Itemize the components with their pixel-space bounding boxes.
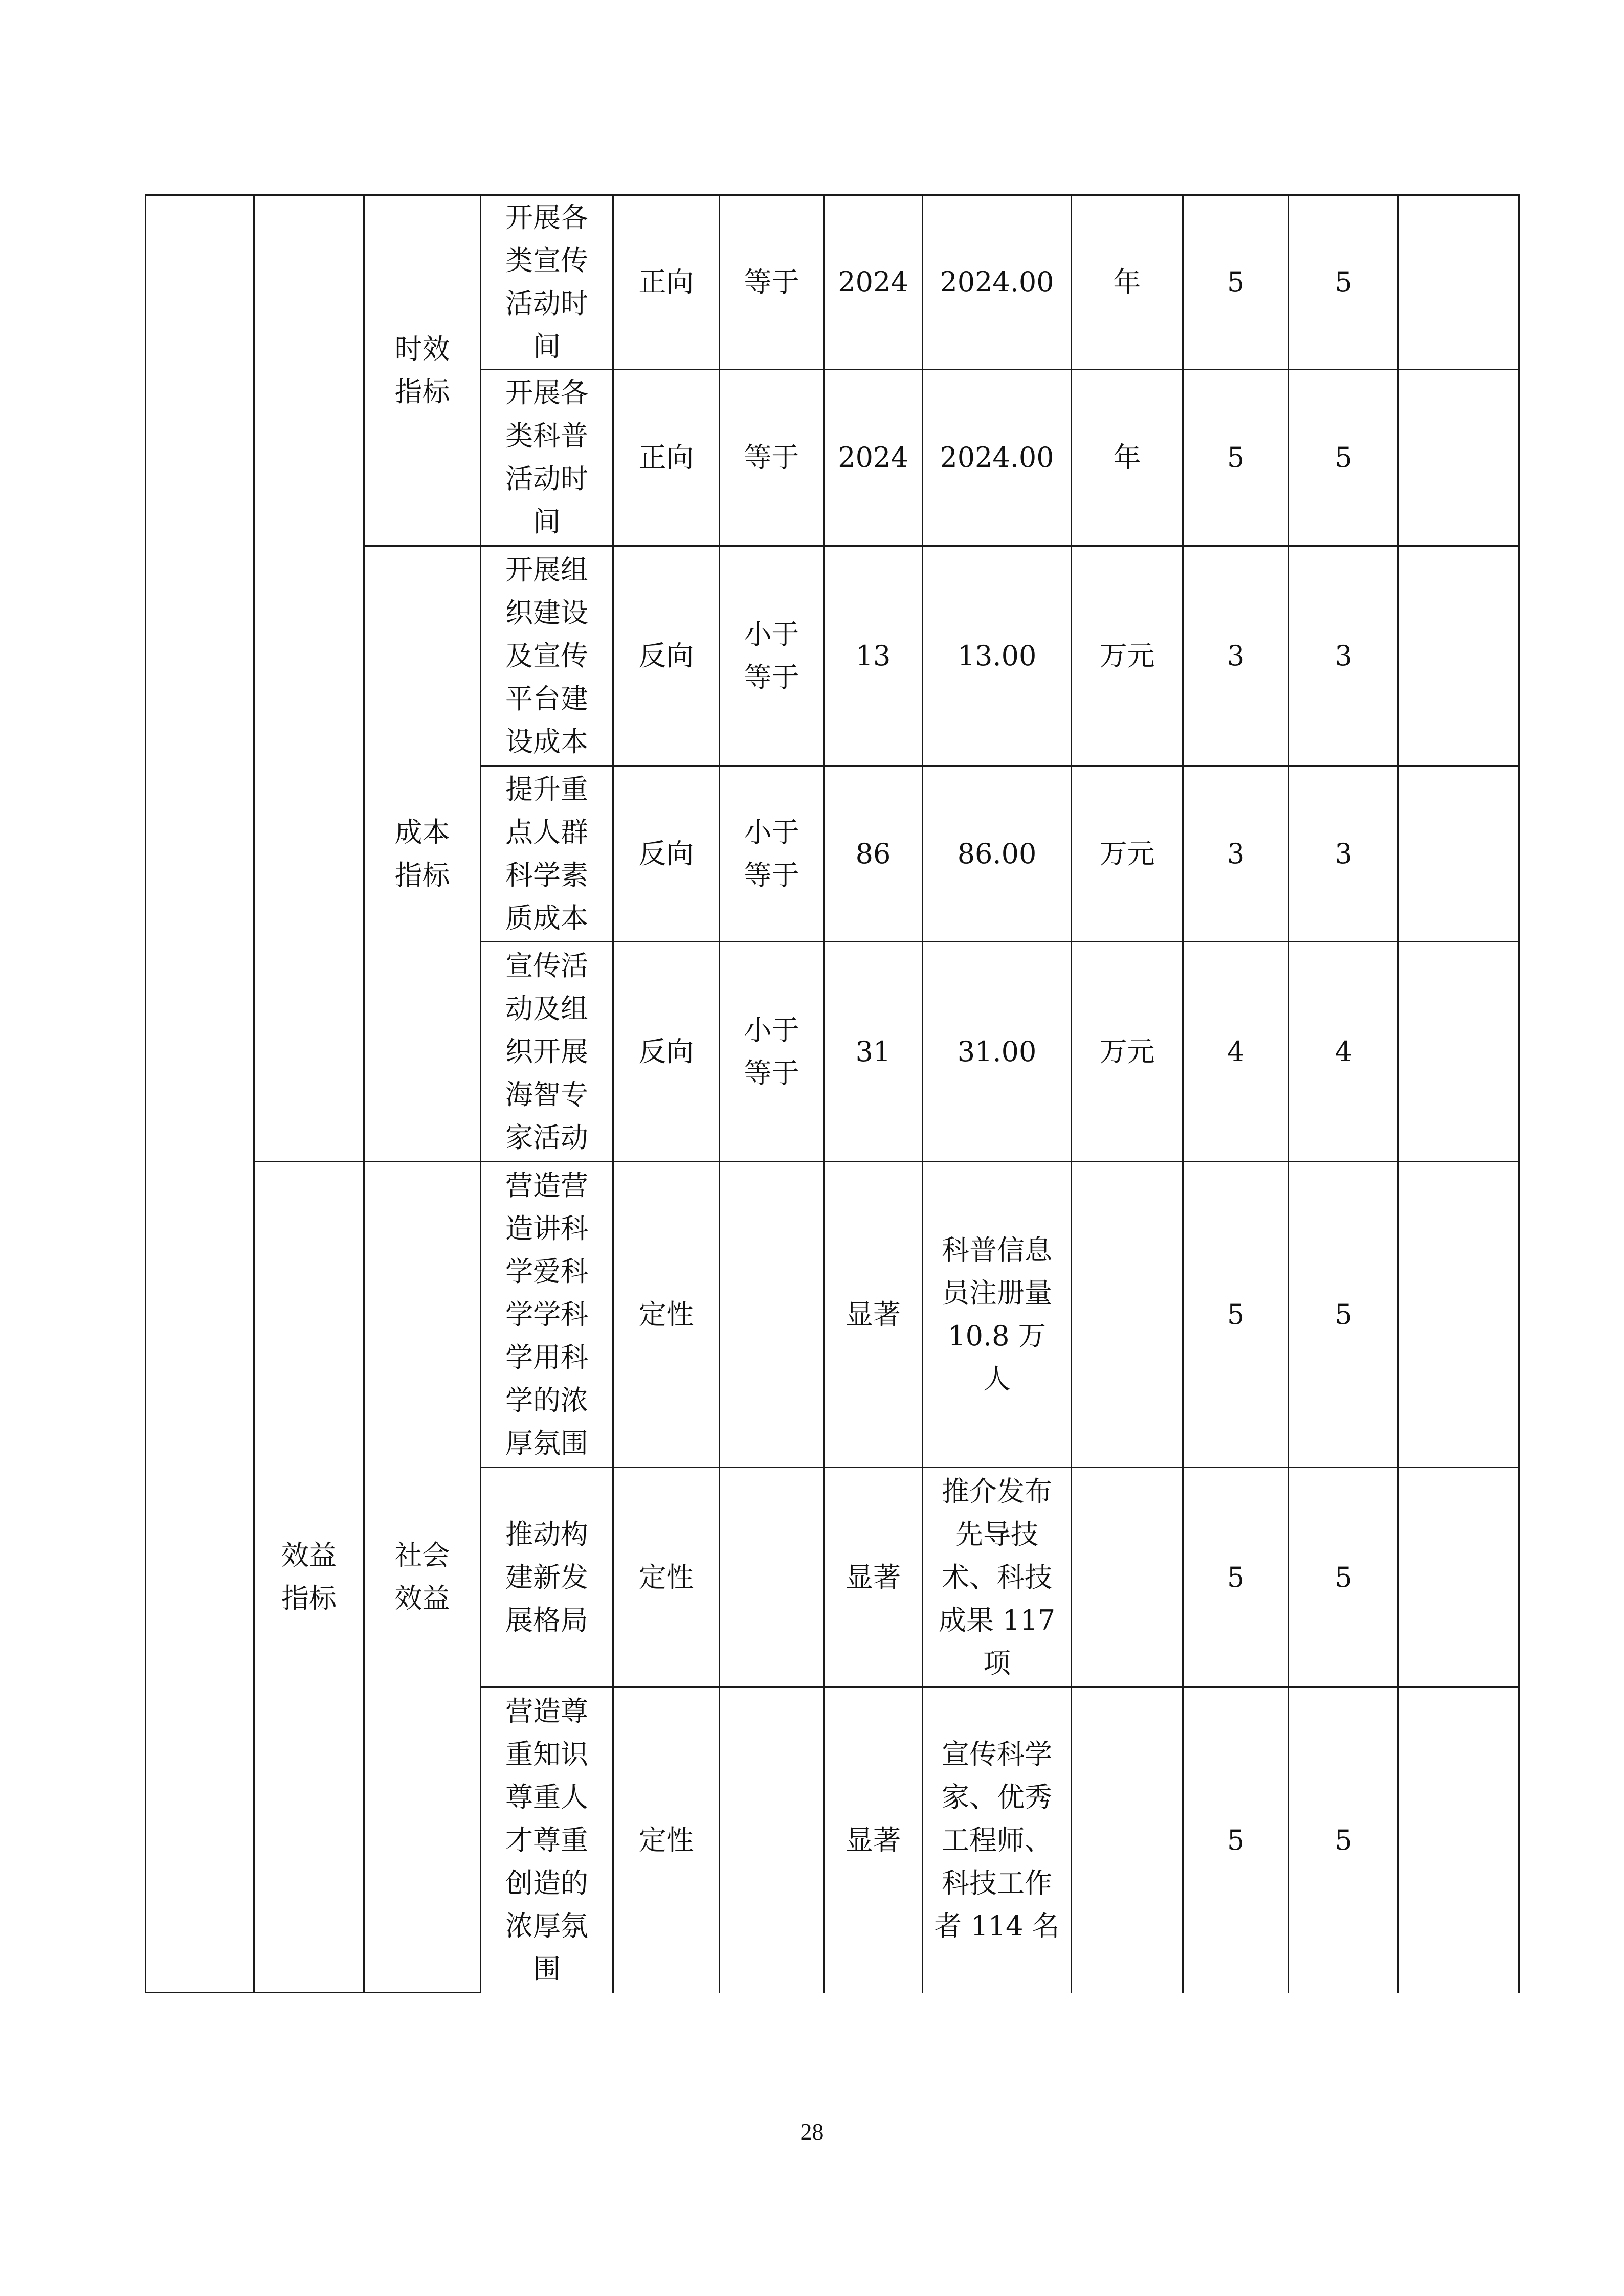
indicator-name-cell: 开展组 织建设 及宣传 平台建 设成本 — [481, 546, 613, 766]
operator-cell: 等于 — [720, 195, 824, 370]
secondary-indicator-cell — [254, 195, 364, 1162]
actual-value-cell: 13.00 — [923, 546, 1072, 766]
target-value-cell: 显著 — [824, 1162, 923, 1468]
direction-cell: 正向 — [613, 195, 720, 370]
unit-cell: 万元 — [1072, 942, 1183, 1162]
remark-cell — [1398, 546, 1519, 766]
direction-cell: 定性 — [613, 1162, 720, 1468]
actual-value-cell: 31.00 — [923, 942, 1072, 1162]
score-cell: 5 — [1289, 1687, 1398, 1993]
unit-cell — [1072, 1687, 1183, 1993]
score-cell: 5 — [1289, 1162, 1398, 1468]
score-cell: 3 — [1289, 766, 1398, 942]
target-value-cell: 2024 — [824, 370, 923, 546]
weight-cell: 5 — [1183, 370, 1289, 546]
direction-cell: 反向 — [613, 546, 720, 766]
weight-cell: 3 — [1183, 766, 1289, 942]
remark-cell — [1398, 195, 1519, 370]
actual-value-cell: 科普信息 员注册量 10.8 万 人 — [923, 1162, 1072, 1468]
actual-value-cell: 宣传科学 家、优秀 工程师、 科技工作 者 114 名 — [923, 1687, 1072, 1993]
unit-cell — [1072, 1162, 1183, 1468]
tertiary-indicator-cell: 社会 效益 — [364, 1162, 481, 1993]
direction-cell: 正向 — [613, 370, 720, 546]
actual-value-cell: 2024.00 — [923, 370, 1072, 546]
remark-cell — [1398, 1468, 1519, 1687]
table-row — [146, 195, 1519, 370]
weight-cell: 3 — [1183, 546, 1289, 766]
target-value-cell: 86 — [824, 766, 923, 942]
page-number: 28 — [800, 2119, 824, 2145]
score-cell: 5 — [1289, 195, 1398, 370]
direction-cell: 定性 — [613, 1468, 720, 1687]
weight-cell: 5 — [1183, 195, 1289, 370]
score-cell: 5 — [1289, 370, 1398, 546]
indicator-name-cell: 营造营 造讲科 学爱科 学学科 学用科 学的浓 厚氛围 — [481, 1162, 613, 1468]
score-cell: 4 — [1289, 942, 1398, 1162]
primary-indicator-cell — [146, 195, 254, 1993]
target-value-cell: 13 — [824, 546, 923, 766]
operator-cell: 等于 — [720, 370, 824, 546]
score-cell: 3 — [1289, 546, 1398, 766]
remark-cell — [1398, 370, 1519, 546]
remark-cell — [1398, 1162, 1519, 1468]
actual-value-cell: 86.00 — [923, 766, 1072, 942]
remark-cell — [1398, 766, 1519, 942]
score-cell: 5 — [1289, 1468, 1398, 1687]
remark-cell — [1398, 1687, 1519, 1993]
remark-cell — [1398, 942, 1519, 1162]
target-value-cell: 31 — [824, 942, 923, 1162]
operator-cell — [720, 1162, 824, 1468]
indicator-name-cell: 营造尊 重知识 尊重人 才尊重 创造的 浓厚氛 围 — [481, 1687, 613, 1993]
operator-cell: 小于 等于 — [720, 766, 824, 942]
unit-cell: 年 — [1072, 370, 1183, 546]
direction-cell: 定性 — [613, 1687, 720, 1993]
weight-cell: 5 — [1183, 1687, 1289, 1993]
unit-cell: 年 — [1072, 195, 1183, 370]
weight-cell: 5 — [1183, 1162, 1289, 1468]
actual-value-cell: 2024.00 — [923, 195, 1072, 370]
target-value-cell: 显著 — [824, 1687, 923, 1993]
tertiary-indicator-cell: 成本 指标 — [364, 546, 481, 1162]
secondary-indicator-cell: 效益 指标 — [254, 1162, 364, 1993]
operator-cell — [720, 1687, 824, 1993]
indicator-name-cell: 开展各 类科普 活动时 间 — [481, 370, 613, 546]
tertiary-indicator-cell: 时效 指标 — [364, 195, 481, 546]
direction-cell: 反向 — [613, 766, 720, 942]
performance-indicator-table — [145, 194, 1520, 1993]
direction-cell: 反向 — [613, 942, 720, 1162]
target-value-cell: 2024 — [824, 195, 923, 370]
weight-cell: 5 — [1183, 1468, 1289, 1687]
operator-cell: 小于 等于 — [720, 546, 824, 766]
indicator-name-cell: 宣传活 动及组 织开展 海智专 家活动 — [481, 942, 613, 1162]
unit-cell — [1072, 1468, 1183, 1687]
indicator-name-cell: 提升重 点人群 科学素 质成本 — [481, 766, 613, 942]
target-value-cell: 显著 — [824, 1468, 923, 1687]
indicator-name-cell: 开展各 类宣传 活动时 间 — [481, 195, 613, 370]
weight-cell: 4 — [1183, 942, 1289, 1162]
table-row — [146, 1162, 1519, 1468]
unit-cell: 万元 — [1072, 766, 1183, 942]
operator-cell: 小于 等于 — [720, 942, 824, 1162]
unit-cell: 万元 — [1072, 546, 1183, 766]
operator-cell — [720, 1468, 824, 1687]
actual-value-cell: 推介发布 先导技 术、科技 成果 117 项 — [923, 1468, 1072, 1687]
indicator-name-cell: 推动构 建新发 展格局 — [481, 1468, 613, 1687]
